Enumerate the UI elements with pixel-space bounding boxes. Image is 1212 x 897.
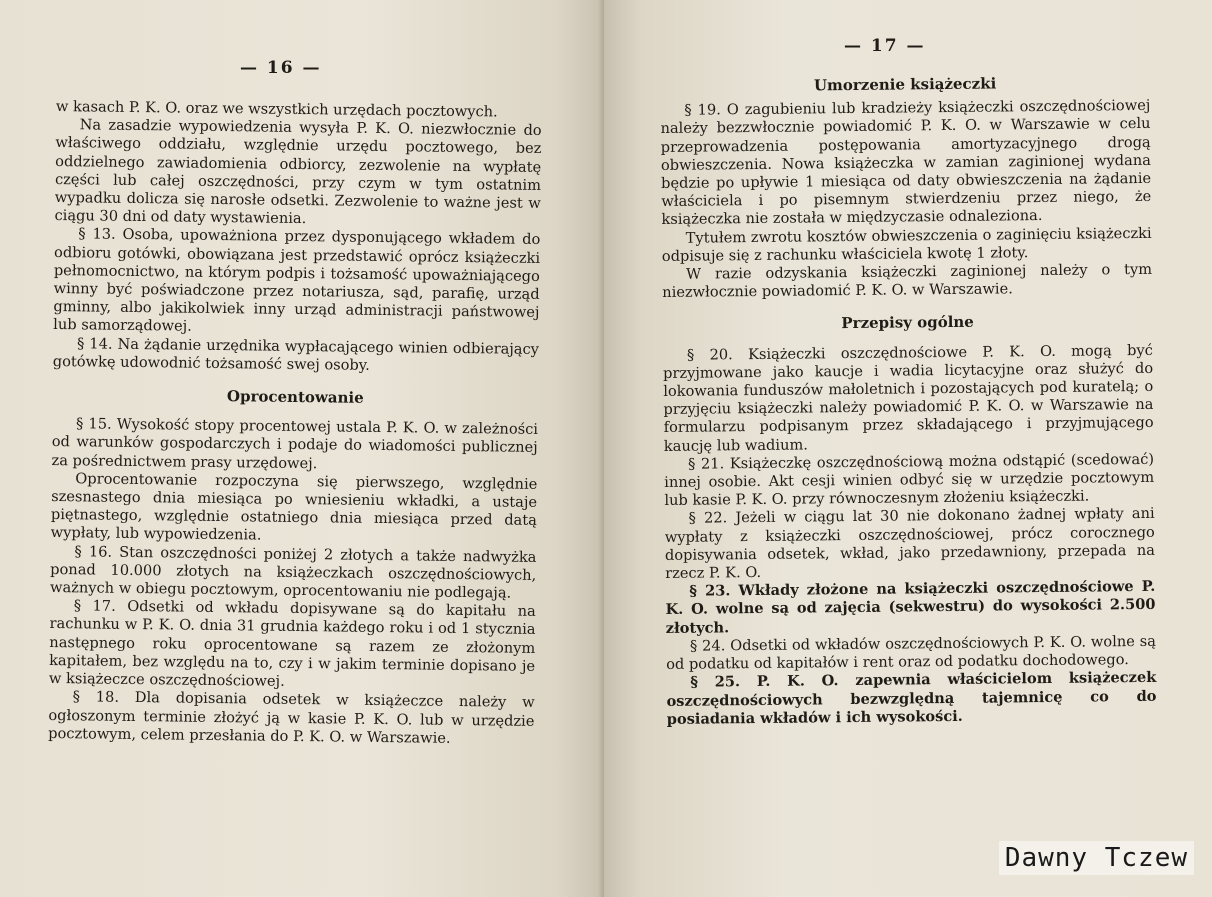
paragraph: § 14. Na żądanie urzędnika wypłacającego winien odbierający gotówkę udowodnić tożsamość swej osoby. (52, 334, 540, 374)
paragraph: w kasach P. K. O. oraz we wszystkich urzędach pocztowych. (55, 98, 498, 121)
left-text-column (48, 98, 542, 749)
paragraph: § 25. P. K. O. zapewnia właścicielom książeczek oszczędnościowych bezwzględną tajemnicę co do posiadania wkładów i ich wysokości. (666, 669, 1157, 728)
paragraph: § 24. Odsetki od wkładów oszczędnościowych P. K. O. wolne są od podatku od kapitałów i rent oraz od podatku dochodowego. (666, 632, 1157, 674)
left-page (0, 0, 604, 897)
paragraph: § 16. Stan oszczędności poniżej 2 złotych a także nadwyżka ponad 10.000 złotych na książeczkach oszczędnościowych, ważnych w obiegu pocztowym, oprocentowaniu nie podlegają. (49, 542, 537, 602)
page-number: — 17 — (844, 36, 926, 56)
right-page (604, 0, 1212, 897)
paragraph: Na zasadzie wypowiedzenia wysyła P. K. O. niezwłocznie do właściwego oddziału, względnie urzędu pocztowego, bez oddzielnego zawiadomienia odbiorcy, zezwolenie na wypłatę części lub całej oszczędności, przy czym w tym ostatnim wypadku dolicza się narosłe odsetki. Zezwolenie to ważne jest w ciągu 30 dni od daty wystawienia. (54, 116, 542, 228)
paragraph: § 13. Osoba, upoważniona przez dysponującego wkładem do odbioru gotówki, obowiązana jest przedstawić oprócz książeczki pełnomocnictwo, na którym podpis i tożsamość upoważniającego winny być poświadczone przez notariusza, sąd, parafię, urząd gminny, albo jakikolwiek inny urząd administracji państwowej lub samorządowej. (53, 225, 541, 336)
paragraph: § 18. Dla dopisania odsetek w książeczce należy w ogłoszonym terminie złożyć ją w kasie P. K. O. lub w urzędzie pocztowym, celem przesłania do P. K. O. w Warszawie. (48, 688, 535, 747)
paragraph: § 21. Książeczkę oszczędnościową można odstąpić (scedować) innej osobie. Akt cesji winien odbyć się w urzędzie pocztowym lub kasie P. K. O. przy równoczesnym złożeniu książeczki. (664, 450, 1155, 510)
section-heading-oprocentowanie: Oprocentowanie (226, 387, 364, 407)
right-paragraphs-bottom (663, 341, 1157, 728)
paragraph: W razie odzyskania książeczki zaginionej należy o tym niezwłocznie powiadomić P. K. O. w Warszawie. (662, 260, 1153, 302)
section-heading-przepisy: Przepisy ogólne (841, 313, 974, 333)
page-number: — 16 — (240, 58, 322, 78)
paragraph: Tytułem zwrotu kosztów obwieszczenia o zaginięciu książeczki odpisuje się z rachunku właściciela kwotę 1 złoty. (661, 224, 1152, 265)
paragraph: § 19. O zagubieniu lub kradzieży książeczki oszczędnościowej należy bezzwłocznie powiadomić P. K. O. w Warszawie w celu przeprowadzenia postępowania amortyzacyjnego drogą obwieszczenia. Nowa książeczka w zamian zaginionej wydana będzie po upływie 1 miesiąca od daty obwieszczenia na żądanie właściciela i po pisemnym stwierdzeniu przez niego, że książeczka nie została w międzyczasie odnaleziona. (660, 97, 1152, 229)
paragraph: § 22. Jeżeli w ciągu lat 30 nie dokonano żadnej wpłaty ani wypłaty z książeczki oszczędnościowej, prócz corocznego dopisywania odsetek, wkład, jako przedawniony, przepada na rzecz P. K. O. (664, 505, 1156, 583)
section-heading-umorzenie: Umorzenie książeczki (813, 74, 997, 95)
paragraph: § 23. Wkłady złożone na książeczki oszczędnościowe P. K. O. wolne są od zajęcia (sekwestru) do wysokości 2.500 złotych. (665, 578, 1156, 637)
paragraph: § 20. Książeczki oszczędnościowe P. K. O. mogą być przyjmowane jako kaucje i wadia licytacyjne oraz służyć do lokowania funduszów małoletnich i pozostających pod kuratelą; o przyjęciu książeczki należy powiadomić P. K. O. w Warszawie na formularzu podpisanym przez składającego i przyjmującego kaucję lub wadium. (663, 341, 1154, 455)
right-paragraphs-top (660, 97, 1152, 302)
left-paragraphs-bottom (48, 415, 538, 749)
paragraph: § 17. Odsetki od wkładu dopisywane są do kapitału na rachunku w P. K. O. dnia 31 grudnia każdego roku i od 1 stycznia następnego roku oprocentowane są razem ze złożonym kapitałem, bez względu na to, czy i w jakim terminie dopisano je w książeczce oszczędnościowej. (48, 597, 536, 690)
right-text-column (660, 73, 1157, 729)
watermark: Dawny Tczew (999, 841, 1194, 875)
left-paragraphs-top (53, 98, 542, 377)
paragraph: Oprocentowanie rozpoczyna się pierwszego, względnie szesnastego dnia miesiąca po wniesieniu wkładki, a ustaje piętnastego, względnie ostatniego dnia miesiąca przed datą wypłaty, lub wypowiedzenia. (50, 470, 538, 545)
paragraph: § 15. Wysokość stopy procentowej ustala P. K. O. w zależności od warunków gospodarczych i podaje do wiadomości publicznej za pośrednictwem prasy urzędowej. (51, 415, 539, 472)
